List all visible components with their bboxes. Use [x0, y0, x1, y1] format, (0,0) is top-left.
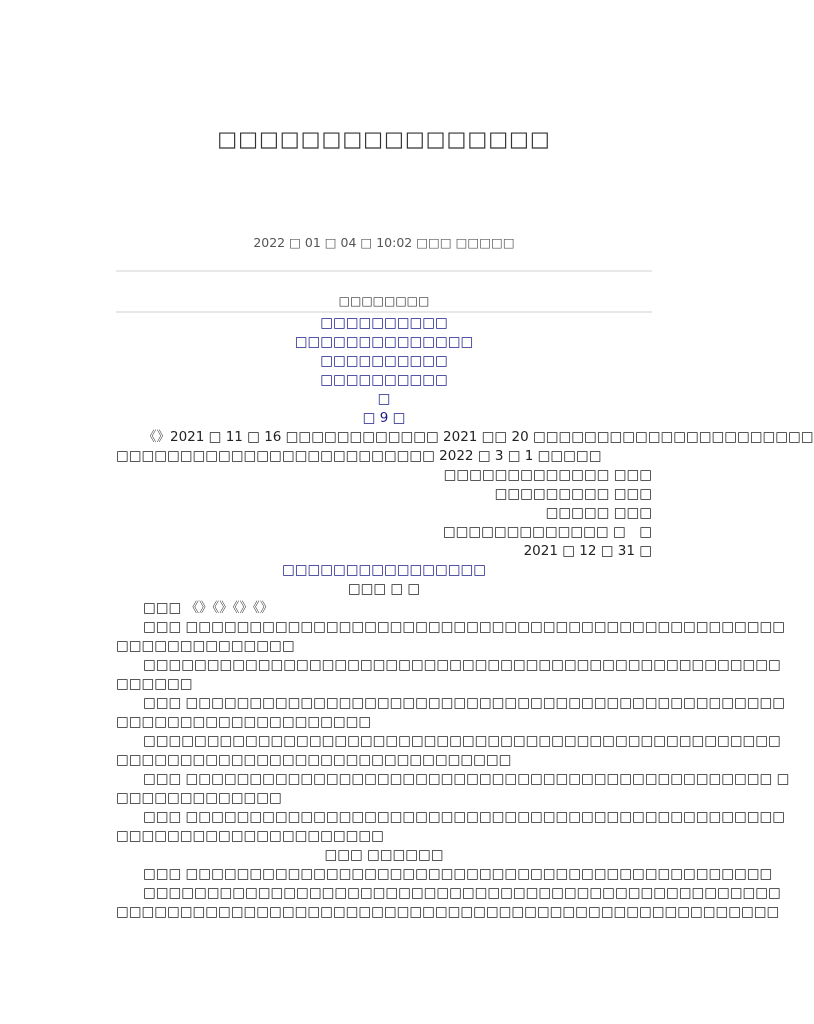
header-link[interactable]: □□□□□□□□□□ — [320, 372, 448, 388]
divider-top — [116, 270, 652, 272]
article-line: □□□ □□□□□□□□□□□□□□□□□□□□□□□□□□□□□□□□□□□□□□□□□□□□□□ — [143, 866, 773, 882]
article-line: □□□□□□□□□□□□□□ — [116, 638, 295, 654]
article-line: □□□□□□□□□□□□□ — [116, 790, 282, 806]
header-link[interactable]: □□□□□□□□□□ — [320, 353, 448, 369]
chapter-heading: □□□ □ □ — [347, 581, 421, 597]
article-line: □□□□□□□□□□□□□□□□□□□□□ — [116, 828, 384, 844]
intro-line: □□□□□□□□□□□□□□□□□□□□□□□□□ 2022 □ 3 □ 1 □□□□□ — [116, 448, 602, 464]
article-line: □□□□□□□□□□□□□□□□□□□□□□□□□□□□□□□□□□□□□□□□□□□□□□□□□□ — [143, 657, 781, 673]
chapter-heading: □□□ □□□□□□ — [324, 847, 444, 863]
signature-line: □□□□□□□□□□□□□ □□□ — [443, 467, 652, 483]
article-line: □□□ □□□□□□□□□□□□□□□□□□□□□□□□□□□□□□□□□□□□□□□□□□□□□□□ — [143, 809, 786, 825]
article-line: □□□□□□□□□□□□□□□□□□□□□□□□□□□□□□□ — [116, 752, 512, 768]
article-body — [116, 314, 814, 922]
source-label: □□□□□□□□ — [338, 294, 430, 308]
header-link[interactable]: □□□□□□□□□□ — [320, 315, 448, 331]
article-line: □□□ □□□□□□□□□□□□□□□□□□□□□□□□□□□□□□□□□□□□□□□□□□□□□□ □ — [143, 771, 790, 787]
signature-line: 2021 □ 12 □ 31 □ — [523, 543, 652, 559]
article-line: □□□□□□□□□□□□□□□□□□□□ — [116, 714, 372, 730]
article-line: □□□ 《》《》《》《》 — [143, 600, 274, 616]
article-line: □□□□□□□□□□□□□□□□□□□□□□□□□□□□□□□□□□□□□□□□□□□□□□□□□□ — [143, 733, 781, 749]
publish-meta: 2022 □ 01 □ 04 □ 10:02 □□□ □□□□□ — [253, 235, 515, 250]
signature-line: □□□□□□□□□ □□□ — [494, 486, 652, 502]
page-title: □□□□□□□□□□□□□□□□ — [217, 127, 551, 151]
intro-line: 《》2021 □ 11 □ 16 □□□□□□□□□□□□ 2021 □□ 20 □□□□□□□□□□□□□□□□□□□□□□ — [143, 429, 814, 445]
regulation-title-link[interactable]: □□□□□□□□□□□□□□□□ — [281, 562, 487, 578]
header-link[interactable]: □ — [377, 391, 391, 407]
signature-line: □□□□□ □□□ — [545, 505, 652, 521]
article-line: □□□□□□□□□□□□□□□□□□□□□□□□□□□□□□□□□□□□□□□□□□□□□□□□□□ — [143, 885, 781, 901]
divider-bottom — [116, 311, 652, 313]
article-line: □□□□□□□□□□□□□□□□□□□□□□□□□□□□□□□□□□□□□□□□□□□□□□□□□□□□ — [116, 904, 780, 920]
article-line: □□□ □□□□□□□□□□□□□□□□□□□□□□□□□□□□□□□□□□□□□□□□□□□□□□□ — [143, 619, 786, 635]
header-link[interactable]: □ 9 □ — [362, 410, 406, 426]
signature-line: □□□□□□□□□□□□□ □ □ — [442, 524, 652, 540]
article-line: □□□□□□ — [116, 676, 193, 692]
header-link[interactable]: □□□□□□□□□□□□□□ — [294, 334, 474, 350]
article-line: □□□ □□□□□□□□□□□□□□□□□□□□□□□□□□□□□□□□□□□□□□□□□□□□□□□ — [143, 695, 786, 711]
